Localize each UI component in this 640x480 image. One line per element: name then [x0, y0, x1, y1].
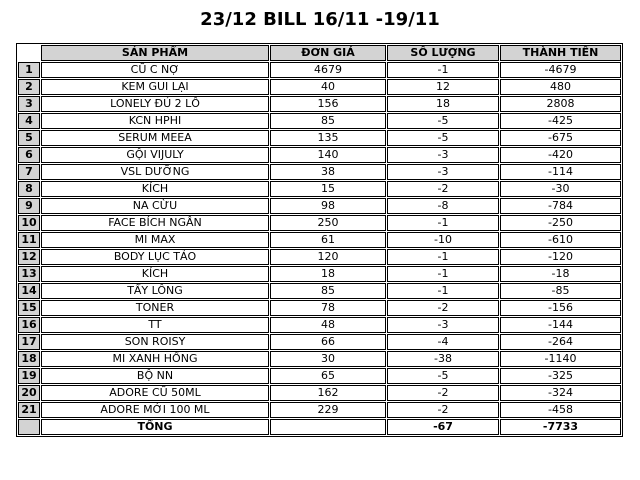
- row-number-cell: 19: [18, 368, 40, 384]
- row-number-cell: 3: [18, 96, 40, 112]
- quantity-cell: 18: [387, 96, 499, 112]
- total-cell: -425: [500, 113, 621, 129]
- row-number-cell: 1: [18, 62, 40, 78]
- product-cell: GỘI VIJULY: [41, 147, 269, 163]
- quantity-cell: -1: [387, 266, 499, 282]
- total-label: TỔNG: [41, 419, 269, 435]
- total-cell: -114: [500, 164, 621, 180]
- product-cell: KEM GUI LẠI: [41, 79, 269, 95]
- table-row: [18, 130, 621, 146]
- row-number-cell: 7: [18, 164, 40, 180]
- row-number-cell: 4: [18, 113, 40, 129]
- table-row: [18, 283, 621, 299]
- total-cell: -264: [500, 334, 621, 350]
- total-cell: -120: [500, 249, 621, 265]
- row-number-cell: 8: [18, 181, 40, 197]
- table-row: [18, 402, 621, 418]
- row-number-cell: 20: [18, 385, 40, 401]
- total-row-number-cell: [18, 419, 40, 435]
- quantity-cell: -1: [387, 62, 499, 78]
- corner-cell: [18, 45, 40, 61]
- product-cell: KÍCH: [41, 181, 269, 197]
- total-cell: -325: [500, 368, 621, 384]
- total-cell: -18: [500, 266, 621, 282]
- page-title: 23/12 BILL 16/11 -19/11: [200, 9, 440, 30]
- row-number-cell: 9: [18, 198, 40, 214]
- unit-price-cell: 48: [270, 317, 386, 333]
- product-cell: MI XANH HỒNG: [41, 351, 269, 367]
- total-cell: -4679: [500, 62, 621, 78]
- table-row: [18, 215, 621, 231]
- quantity-cell: -5: [387, 130, 499, 146]
- unit-price-cell: 85: [270, 283, 386, 299]
- row-number-cell: 13: [18, 266, 40, 282]
- total-cell: -324: [500, 385, 621, 401]
- quantity-cell: -3: [387, 317, 499, 333]
- unit-price-cell: 15: [270, 181, 386, 197]
- unit-price-cell: 30: [270, 351, 386, 367]
- quantity-cell: -2: [387, 181, 499, 197]
- total-cell: -1140: [500, 351, 621, 367]
- unit-price-cell: 4679: [270, 62, 386, 78]
- total-cell: -610: [500, 232, 621, 248]
- quantity-cell: -1: [387, 215, 499, 231]
- total-cell: -85: [500, 283, 621, 299]
- col-header-product: SẢN PHẨM: [41, 45, 269, 61]
- quantity-cell: -5: [387, 113, 499, 129]
- quantity-cell: 12: [387, 79, 499, 95]
- row-number-cell: 21: [18, 402, 40, 418]
- total-cell: -420: [500, 147, 621, 163]
- total-cell: -458: [500, 402, 621, 418]
- row-number-cell: 2: [18, 79, 40, 95]
- table-row: [18, 351, 621, 367]
- table-row: [18, 317, 621, 333]
- total-cell: -144: [500, 317, 621, 333]
- row-number-cell: 14: [18, 283, 40, 299]
- total-cell: -156: [500, 300, 621, 316]
- table-row: [18, 96, 621, 112]
- unit-price-cell: 65: [270, 368, 386, 384]
- table-row: [18, 266, 621, 282]
- total-cell: -250: [500, 215, 621, 231]
- product-cell: CŨ C NỢ: [41, 62, 269, 78]
- quantity-cell: -38: [387, 351, 499, 367]
- product-cell: BỘ NN: [41, 368, 269, 384]
- quantity-cell: -3: [387, 164, 499, 180]
- product-cell: LONELY ĐỦ 2 LỖ: [41, 96, 269, 112]
- unit-price-cell: 40: [270, 79, 386, 95]
- quantity-cell: -2: [387, 385, 499, 401]
- total-amount-cell: -7733: [500, 419, 621, 435]
- quantity-cell: -1: [387, 249, 499, 265]
- row-number-cell: 15: [18, 300, 40, 316]
- product-cell: FACE BÍCH NGÂN: [41, 215, 269, 231]
- product-cell: NA CỪU: [41, 198, 269, 214]
- table-row: [18, 147, 621, 163]
- unit-price-cell: 61: [270, 232, 386, 248]
- total-cell: 480: [500, 79, 621, 95]
- unit-price-cell: 85: [270, 113, 386, 129]
- product-cell: TT: [41, 317, 269, 333]
- unit-price-cell: 98: [270, 198, 386, 214]
- table-row: [18, 368, 621, 384]
- total-row: [18, 419, 621, 435]
- table-row: [18, 164, 621, 180]
- unit-price-cell: 78: [270, 300, 386, 316]
- product-cell: SERUM MEEA: [41, 130, 269, 146]
- total-cell: -675: [500, 130, 621, 146]
- col-header-unit-price: ĐƠN GIÁ: [270, 45, 386, 61]
- product-cell: BODY LỤC TẢO: [41, 249, 269, 265]
- quantity-cell: -3: [387, 147, 499, 163]
- row-number-cell: 11: [18, 232, 40, 248]
- row-number-cell: 10: [18, 215, 40, 231]
- table-row: [18, 300, 621, 316]
- total-unit-price-cell: [270, 419, 386, 435]
- product-cell: TẨY LÔNG: [41, 283, 269, 299]
- row-number-cell: 5: [18, 130, 40, 146]
- table-row: [18, 79, 621, 95]
- product-cell: ADORE CŨ 50ML: [41, 385, 269, 401]
- quantity-cell: -4: [387, 334, 499, 350]
- table-row: [18, 232, 621, 248]
- quantity-cell: -5: [387, 368, 499, 384]
- quantity-cell: -10: [387, 232, 499, 248]
- table-row: [18, 334, 621, 350]
- total-quantity-cell: -67: [387, 419, 499, 435]
- total-cell: -30: [500, 181, 621, 197]
- unit-price-cell: 120: [270, 249, 386, 265]
- table-row: [18, 385, 621, 401]
- row-number-cell: 6: [18, 147, 40, 163]
- unit-price-cell: 250: [270, 215, 386, 231]
- row-number-cell: 18: [18, 351, 40, 367]
- bill-table: [16, 43, 623, 437]
- unit-price-cell: 38: [270, 164, 386, 180]
- row-number-cell: 12: [18, 249, 40, 265]
- table-body: [18, 62, 621, 418]
- product-cell: SON ROISY: [41, 334, 269, 350]
- quantity-cell: -2: [387, 300, 499, 316]
- total-cell: 2808: [500, 96, 621, 112]
- product-cell: TONER: [41, 300, 269, 316]
- product-cell: ADORE MỚI 100 ML: [41, 402, 269, 418]
- table-row: [18, 198, 621, 214]
- unit-price-cell: 162: [270, 385, 386, 401]
- table-row: [18, 181, 621, 197]
- unit-price-cell: 66: [270, 334, 386, 350]
- table-row: [18, 62, 621, 78]
- unit-price-cell: 18: [270, 266, 386, 282]
- table-row: [18, 249, 621, 265]
- product-cell: MI MAX: [41, 232, 269, 248]
- unit-price-cell: 156: [270, 96, 386, 112]
- product-cell: KÍCH: [41, 266, 269, 282]
- product-cell: KCN HPHI: [41, 113, 269, 129]
- quantity-cell: -8: [387, 198, 499, 214]
- header-row: [18, 45, 621, 61]
- col-header-total: THÀNH TIỀN: [500, 45, 621, 61]
- table-row: [18, 113, 621, 129]
- row-number-cell: 16: [18, 317, 40, 333]
- quantity-cell: -1: [387, 283, 499, 299]
- col-header-quantity: SỐ LƯỢNG: [387, 45, 499, 61]
- unit-price-cell: 229: [270, 402, 386, 418]
- total-cell: -784: [500, 198, 621, 214]
- unit-price-cell: 135: [270, 130, 386, 146]
- unit-price-cell: 140: [270, 147, 386, 163]
- row-number-cell: 17: [18, 334, 40, 350]
- quantity-cell: -2: [387, 402, 499, 418]
- product-cell: VSL DƯỠNG: [41, 164, 269, 180]
